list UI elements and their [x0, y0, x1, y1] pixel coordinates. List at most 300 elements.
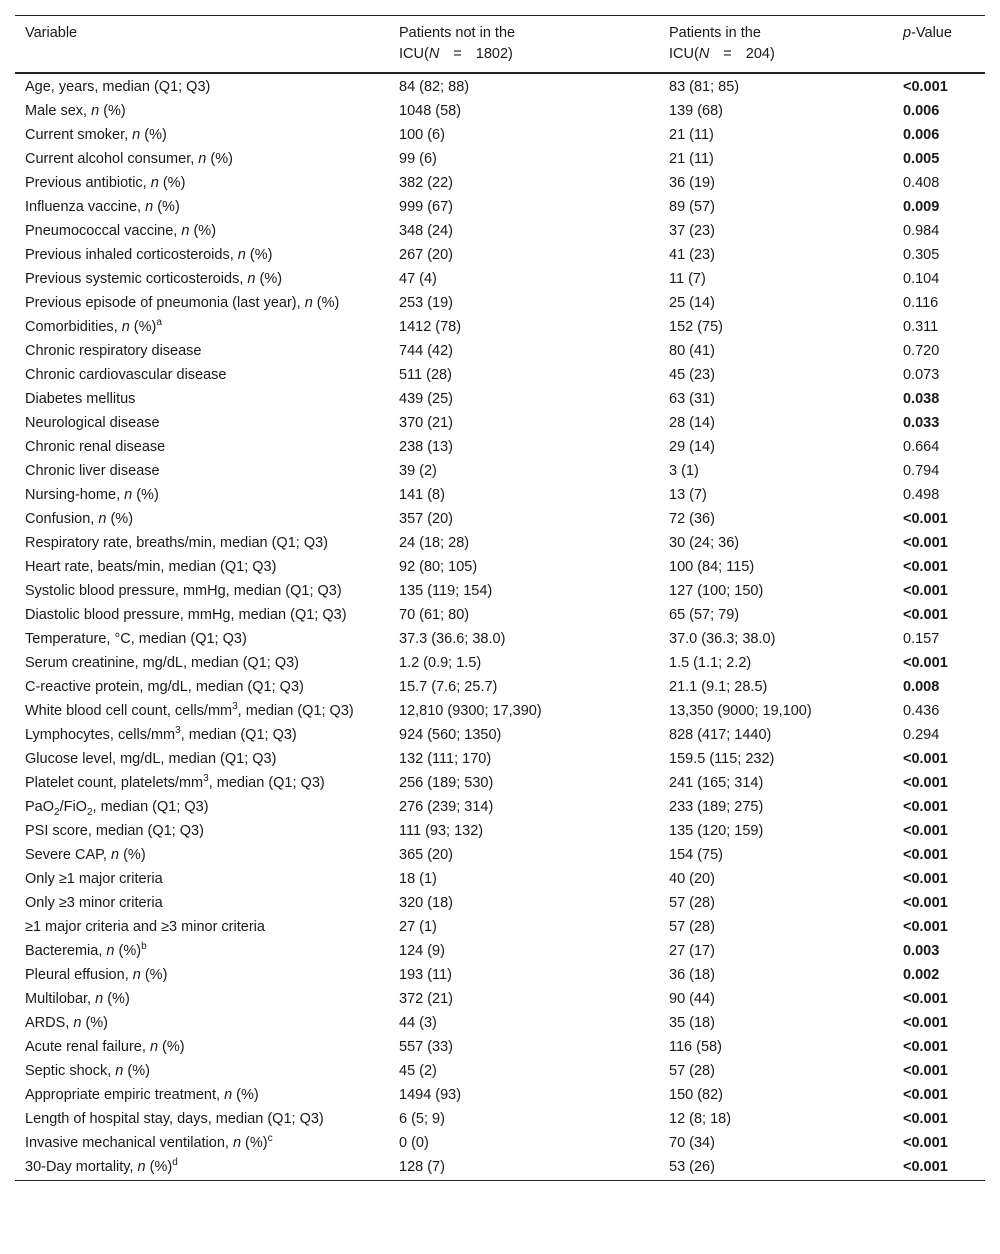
- icu-value: 152 (75): [669, 319, 724, 335]
- table-row: [15, 436, 985, 460]
- variable-suffix: (%): [106, 511, 134, 527]
- variable-n: n: [91, 103, 100, 119]
- variable-suffix: (%): [114, 943, 142, 959]
- p-value: 0.984: [903, 223, 940, 239]
- header-row: [15, 16, 985, 74]
- icu-value: 53 (26): [669, 1159, 715, 1175]
- table-row: [15, 292, 985, 316]
- variable-cell: [15, 100, 389, 124]
- variable-label: Previous inhaled corticosteroids,: [25, 247, 238, 263]
- variable-label: PSI score, median (Q1; Q3): [25, 823, 204, 839]
- variable-cell: [15, 1060, 389, 1084]
- table-row: [15, 196, 985, 220]
- p-value: <0.001: [903, 895, 948, 911]
- table-row: [15, 748, 985, 772]
- variable-cell: [15, 316, 389, 340]
- p-value: 0.002: [903, 967, 940, 983]
- variable-suffix: (%): [241, 1135, 268, 1151]
- variable-cell: [15, 292, 389, 316]
- variable-label: ≥1 major criteria and ≥3 minor criteria: [25, 919, 265, 935]
- header-p-rest: -Value: [911, 25, 952, 41]
- icu-value: 28 (14): [669, 415, 715, 431]
- variable-cell: [15, 964, 389, 988]
- variable-cell: [15, 916, 389, 940]
- not-icu-value: 1494 (93): [399, 1087, 462, 1103]
- table-row: [15, 100, 985, 124]
- variable-label: Septic shock,: [25, 1063, 116, 1079]
- not-icu-value: 511 (28): [399, 367, 452, 383]
- p-value: <0.001: [903, 823, 948, 839]
- p-value: <0.001: [903, 1063, 948, 1079]
- variable-suffix: (%): [158, 1039, 185, 1055]
- variable-cell: [15, 580, 389, 604]
- p-value: 0.073: [903, 367, 940, 383]
- table-row: [15, 580, 985, 604]
- variable-cell: [15, 820, 389, 844]
- variable-suffix: (%): [153, 199, 180, 215]
- p-value: 0.116: [903, 295, 939, 311]
- variable-suffix: (%): [140, 967, 168, 983]
- variable-sub: 2: [54, 806, 60, 818]
- table-container: [15, 15, 985, 1181]
- variable-label: Appropriate empiric treatment,: [25, 1087, 225, 1103]
- footnote-marker: a: [156, 317, 162, 329]
- variable-n: n: [110, 847, 120, 863]
- footnote-marker: d: [172, 1157, 178, 1169]
- not-icu-value: 24 (18; 28): [399, 535, 470, 551]
- table-row: [15, 412, 985, 436]
- variable-suffix: (%): [158, 175, 186, 191]
- p-value: 0.408: [903, 175, 940, 191]
- icu-value: 89 (57): [669, 199, 715, 215]
- p-value: 0.033: [903, 415, 940, 431]
- icu-value: 65 (57; 79): [669, 607, 740, 623]
- variable-label: Age, years, median (Q1; Q3): [25, 79, 211, 95]
- p-value: <0.001: [903, 775, 948, 791]
- icu-value: 57 (28): [669, 1063, 715, 1079]
- variable-unit-sup: 3: [203, 773, 209, 785]
- p-value: 0.008: [903, 679, 940, 695]
- variable-suffix: (%): [132, 487, 159, 503]
- table-row: [15, 796, 985, 820]
- table-row: [15, 988, 985, 1012]
- variable-n: n: [73, 1015, 82, 1031]
- p-value: <0.001: [903, 1159, 948, 1175]
- p-value: <0.001: [903, 1135, 948, 1151]
- p-value: 0.664: [903, 439, 940, 455]
- variable-cell: [15, 652, 389, 676]
- not-icu-value: 37.3 (36.6; 38.0): [399, 631, 506, 647]
- table-body: [15, 73, 985, 1181]
- not-icu-value: 1.2 (0.9; 1.5): [399, 655, 482, 671]
- variable-cell: [15, 268, 389, 292]
- variable-mid: /FiO: [59, 799, 87, 815]
- variable-label: Only ≥3 minor criteria: [25, 895, 163, 911]
- variable-n: n: [132, 967, 141, 983]
- not-icu-value: 238 (13): [399, 439, 454, 455]
- p-value: 0.009: [903, 199, 940, 215]
- variable-cell: [15, 676, 389, 700]
- variable-suffix: (%): [255, 271, 283, 287]
- not-icu-value: 128 (7): [399, 1159, 445, 1175]
- not-icu-value: 253 (19): [399, 295, 454, 311]
- table-row: [15, 1012, 985, 1036]
- p-value: 0.294: [903, 727, 940, 743]
- table-row: [15, 1132, 985, 1156]
- variable-cell: [15, 73, 389, 100]
- header-icu-N: N: [698, 46, 710, 62]
- variable-cell: [15, 124, 389, 148]
- table-row: [15, 772, 985, 796]
- icu-value: 90 (44): [669, 991, 715, 1007]
- not-icu-value: 267 (20): [399, 247, 454, 263]
- table-row: [15, 220, 985, 244]
- variable-label: Platelet count, platelets/mm: [25, 775, 204, 791]
- variable-label: Pneumococcal vaccine,: [25, 223, 182, 239]
- icu-value: 11 (7): [669, 271, 706, 287]
- not-icu-value: 999 (67): [399, 199, 454, 215]
- variable-label: Male sex,: [25, 103, 92, 119]
- variable-label: Pleural effusion,: [25, 967, 133, 983]
- variable-n: n: [181, 223, 190, 239]
- variable-suffix: (%): [123, 1063, 150, 1079]
- not-icu-value: 70 (61; 80): [399, 607, 470, 623]
- variable-label: Previous systemic corticosteroids,: [25, 271, 248, 287]
- variable-cell: [15, 172, 389, 196]
- not-icu-value: 348 (24): [399, 223, 454, 239]
- variable-cell: [15, 940, 389, 964]
- variable-cell: [15, 460, 389, 484]
- icu-value: 36 (18): [669, 967, 715, 983]
- table-row: [15, 628, 985, 652]
- table-row: [15, 532, 985, 556]
- header-icu-eq: =: [723, 46, 732, 62]
- variable-suffix: (%): [232, 1087, 259, 1103]
- table-row: [15, 1060, 985, 1084]
- not-icu-value: 44 (3): [399, 1015, 437, 1031]
- icu-value: 72 (36): [669, 511, 715, 527]
- table-row: [15, 892, 985, 916]
- variable-cell: [15, 340, 389, 364]
- not-icu-value: 18 (1): [399, 871, 437, 887]
- variable-label: ARDS,: [25, 1015, 74, 1031]
- footnote-marker: b: [141, 941, 147, 953]
- p-value: <0.001: [903, 511, 948, 527]
- table-row: [15, 916, 985, 940]
- icu-value: 70 (34): [669, 1135, 715, 1151]
- not-icu-value: 132 (111; 170): [399, 751, 492, 767]
- variable-suffix: (%): [312, 295, 340, 311]
- variable-suffix: , median (Q1; Q3): [237, 703, 354, 719]
- not-icu-value: 557 (33): [399, 1039, 454, 1055]
- variable-label: White blood cell count, cells/mm: [25, 703, 233, 719]
- not-icu-value: 1412 (78): [399, 319, 462, 335]
- variable-sub: 2: [86, 806, 93, 818]
- variable-cell: [15, 148, 389, 172]
- variable-cell: [15, 196, 389, 220]
- header-variable: [15, 16, 389, 74]
- variable-cell: [15, 1012, 389, 1036]
- not-icu-value: 370 (21): [399, 415, 454, 431]
- table-row: [15, 124, 985, 148]
- not-icu-value: 141 (8): [399, 487, 445, 503]
- variable-unit-sup: 3: [175, 725, 181, 737]
- header-icu-count: 204): [745, 46, 775, 62]
- table-row: [15, 508, 985, 532]
- icu-value: 127 (100; 150): [669, 583, 764, 599]
- variable-label: Nursing-home,: [25, 487, 125, 503]
- variable-cell: [15, 244, 389, 268]
- not-icu-value: 45 (2): [399, 1063, 437, 1079]
- header-variable-label: Variable: [25, 25, 78, 41]
- icu-value: 21.1 (9.1; 28.5): [669, 679, 768, 695]
- not-icu-value: 372 (21): [399, 991, 454, 1007]
- p-value: <0.001: [903, 847, 948, 863]
- table-row: [15, 340, 985, 364]
- table-row: [15, 604, 985, 628]
- icu-value: 21 (11): [669, 127, 714, 143]
- not-icu-value: 0 (0): [399, 1135, 429, 1151]
- table-row: [15, 364, 985, 388]
- variable-label: C-reactive protein, mg/dL, median (Q1; Q3): [25, 679, 304, 695]
- not-icu-value: 365 (20): [399, 847, 454, 863]
- variable-suffix: (%): [81, 1015, 109, 1031]
- table-row: [15, 676, 985, 700]
- table-row: [15, 964, 985, 988]
- variable-suffix: , median (Q1; Q3): [208, 775, 325, 791]
- variable-cell: [15, 796, 389, 820]
- table-header: [15, 16, 985, 74]
- p-value: 0.157: [903, 631, 940, 647]
- variable-cell: [15, 700, 389, 724]
- variable-suffix: (%): [119, 847, 146, 863]
- table-row: [15, 1156, 985, 1181]
- icu-value: 29 (14): [669, 439, 715, 455]
- variable-label: Previous antibiotic,: [25, 175, 151, 191]
- variable-n: n: [145, 199, 154, 215]
- variable-cell: [15, 1132, 389, 1156]
- variable-cell: [15, 628, 389, 652]
- not-icu-value: 193 (11): [399, 967, 452, 983]
- variable-label: Current alcohol consumer,: [25, 151, 199, 167]
- variable-n: n: [115, 1063, 124, 1079]
- p-value: 0.006: [903, 103, 940, 119]
- p-value: <0.001: [903, 1015, 948, 1031]
- header-not-icu-prefix: ICU(: [399, 46, 429, 62]
- variable-label: Invasive mechanical ventilation,: [25, 1135, 233, 1151]
- variable-cell: [15, 364, 389, 388]
- not-icu-value: 135 (119; 154): [399, 583, 493, 599]
- not-icu-value: 27 (1): [399, 919, 437, 935]
- table-row: [15, 388, 985, 412]
- table-row: [15, 868, 985, 892]
- table-row: [15, 1108, 985, 1132]
- icu-value: 116 (58): [669, 1039, 722, 1055]
- header-not-icu-count: 1802): [475, 46, 513, 62]
- icu-value: 1.5 (1.1; 2.2): [669, 655, 752, 671]
- variable-label: Heart rate, beats/min, median (Q1; Q3): [25, 559, 277, 575]
- variable-cell: [15, 604, 389, 628]
- header-icu: [659, 16, 893, 74]
- variable-suffix: (%): [245, 247, 273, 263]
- p-value: 0.311: [903, 319, 939, 335]
- variable-cell: [15, 532, 389, 556]
- variable-label: Acute renal failure,: [25, 1039, 150, 1055]
- p-value: <0.001: [903, 79, 948, 95]
- variable-n: n: [137, 1159, 146, 1175]
- variable-label: Glucose level, mg/dL, median (Q1; Q3): [25, 751, 277, 767]
- table-row: [15, 652, 985, 676]
- not-icu-value: 256 (189; 530): [399, 775, 494, 791]
- table-row: [15, 940, 985, 964]
- icu-value: 12 (8; 18): [669, 1111, 732, 1127]
- variable-n: n: [149, 1039, 159, 1055]
- variable-cell: [15, 1036, 389, 1060]
- variable-cell: [15, 556, 389, 580]
- p-value: <0.001: [903, 1111, 948, 1127]
- variable-suffix: (%): [206, 151, 233, 167]
- not-icu-value: 92 (80; 105): [399, 559, 478, 575]
- not-icu-value: 111 (93; 132): [399, 823, 484, 839]
- not-icu-value: 99 (6): [399, 151, 437, 167]
- variable-n: n: [124, 487, 133, 503]
- icu-value: 21 (11): [669, 151, 714, 167]
- variable-label: Only ≥1 major criteria: [25, 871, 163, 887]
- footnote-marker: c: [267, 1133, 273, 1145]
- p-value: 0.305: [903, 247, 940, 263]
- p-value: <0.001: [903, 655, 948, 671]
- variable-suffix: (%): [189, 223, 217, 239]
- icu-value: 159.5 (115; 232): [669, 751, 775, 767]
- variable-n: n: [247, 271, 256, 287]
- variable-cell: [15, 436, 389, 460]
- p-value: 0.038: [903, 391, 940, 407]
- variable-suffix: (%): [103, 991, 130, 1007]
- not-icu-value: 1048 (58): [399, 103, 462, 119]
- variable-label: 30-Day mortality,: [25, 1159, 138, 1175]
- variable-cell: [15, 724, 389, 748]
- not-icu-value: 276 (239; 314): [399, 799, 494, 815]
- not-icu-value: 15.7 (7.6; 25.7): [399, 679, 498, 695]
- table-row: [15, 316, 985, 340]
- header-not-icu: [389, 16, 659, 74]
- p-value: 0.794: [903, 463, 940, 479]
- p-value: 0.436: [903, 703, 940, 719]
- variable-cell: [15, 868, 389, 892]
- variable-label: Temperature, °C, median (Q1; Q3): [25, 631, 247, 647]
- p-value: 0.498: [903, 487, 940, 503]
- table-row: [15, 844, 985, 868]
- variable-n: n: [132, 127, 141, 143]
- icu-value: 80 (41): [669, 343, 715, 359]
- variable-n: n: [106, 943, 115, 959]
- p-value: 0.003: [903, 943, 940, 959]
- p-value: <0.001: [903, 1087, 948, 1103]
- variable-n: n: [232, 1135, 242, 1151]
- variable-suffix: , median (Q1; Q3): [180, 727, 297, 743]
- p-value: <0.001: [903, 799, 948, 815]
- p-value: 0.104: [903, 271, 940, 287]
- icu-value: 3 (1): [669, 463, 699, 479]
- variable-label: Diastolic blood pressure, mmHg, median (Q1; Q3): [25, 607, 347, 623]
- table-row: [15, 820, 985, 844]
- variable-label: Respiratory rate, breaths/min, median (Q1; Q3): [25, 535, 329, 551]
- icu-value: 30 (24; 36): [669, 535, 740, 551]
- not-icu-value: 357 (20): [399, 511, 454, 527]
- variable-label: PaO: [25, 799, 55, 815]
- variable-cell: [15, 412, 389, 436]
- icu-value: 41 (23): [669, 247, 715, 263]
- header-not-icu-line1: Patients not in the: [399, 25, 516, 41]
- variable-cell: [15, 772, 389, 796]
- variable-label: Comorbidities,: [25, 319, 122, 335]
- icu-value: 241 (165; 314): [669, 775, 764, 791]
- icu-value: 63 (31): [669, 391, 715, 407]
- header-icu-line1: Patients in the: [669, 25, 761, 41]
- not-icu-value: 124 (9): [399, 943, 445, 959]
- variable-cell: [15, 1156, 389, 1181]
- table-row: [15, 484, 985, 508]
- table-row: [15, 73, 985, 100]
- variable-unit-sup: 3: [232, 701, 238, 713]
- icu-value: 150 (82): [669, 1087, 724, 1103]
- icu-value: 37 (23): [669, 223, 715, 239]
- variable-label: Chronic cardiovascular disease: [25, 367, 227, 383]
- variable-cell: [15, 388, 389, 412]
- icu-value: 135 (120; 159): [669, 823, 764, 839]
- icu-value: 828 (417; 1440): [669, 727, 772, 743]
- variable-cell: [15, 220, 389, 244]
- not-icu-value: 382 (22): [399, 175, 454, 191]
- not-icu-value: 84 (82; 88): [399, 79, 470, 95]
- variable-cell: [15, 748, 389, 772]
- variable-n: n: [224, 1087, 233, 1103]
- variable-label: Confusion,: [25, 511, 99, 527]
- icu-value: 13 (7): [669, 487, 707, 503]
- variable-label: Length of hospital stay, days, median (Q1; Q3): [25, 1111, 324, 1127]
- p-value: <0.001: [903, 1039, 948, 1055]
- header-not-icu-eq: =: [453, 46, 462, 62]
- not-icu-value: 6 (5; 9): [399, 1111, 445, 1127]
- p-value: 0.006: [903, 127, 940, 143]
- icu-value: 25 (14): [669, 295, 715, 311]
- table-row: [15, 244, 985, 268]
- variable-cell: [15, 844, 389, 868]
- variable-suffix: (%): [140, 127, 167, 143]
- variable-cell: [15, 484, 389, 508]
- icu-value: 40 (20): [669, 871, 715, 887]
- variable-cell: [15, 1108, 389, 1132]
- variable-label: Bacteremia,: [25, 943, 107, 959]
- p-value: <0.001: [903, 583, 948, 599]
- p-value: 0.005: [903, 151, 940, 167]
- table-row: [15, 724, 985, 748]
- variable-n: n: [198, 151, 207, 167]
- table-row: [15, 1084, 985, 1108]
- icu-value: 35 (18): [669, 1015, 715, 1031]
- p-value: <0.001: [903, 991, 948, 1007]
- icu-value: 27 (17): [669, 943, 715, 959]
- table-row: [15, 1036, 985, 1060]
- header-not-icu-N: N: [428, 46, 440, 62]
- variable-label: Previous episode of pneumonia (last year),: [25, 295, 305, 311]
- not-icu-value: 320 (18): [399, 895, 454, 911]
- not-icu-value: 39 (2): [399, 463, 437, 479]
- variable-label: Influenza vaccine,: [25, 199, 146, 215]
- p-value: <0.001: [903, 535, 948, 551]
- variable-label: Systolic blood pressure, mmHg, median (Q1; Q3): [25, 583, 342, 599]
- variable-n: n: [98, 511, 107, 527]
